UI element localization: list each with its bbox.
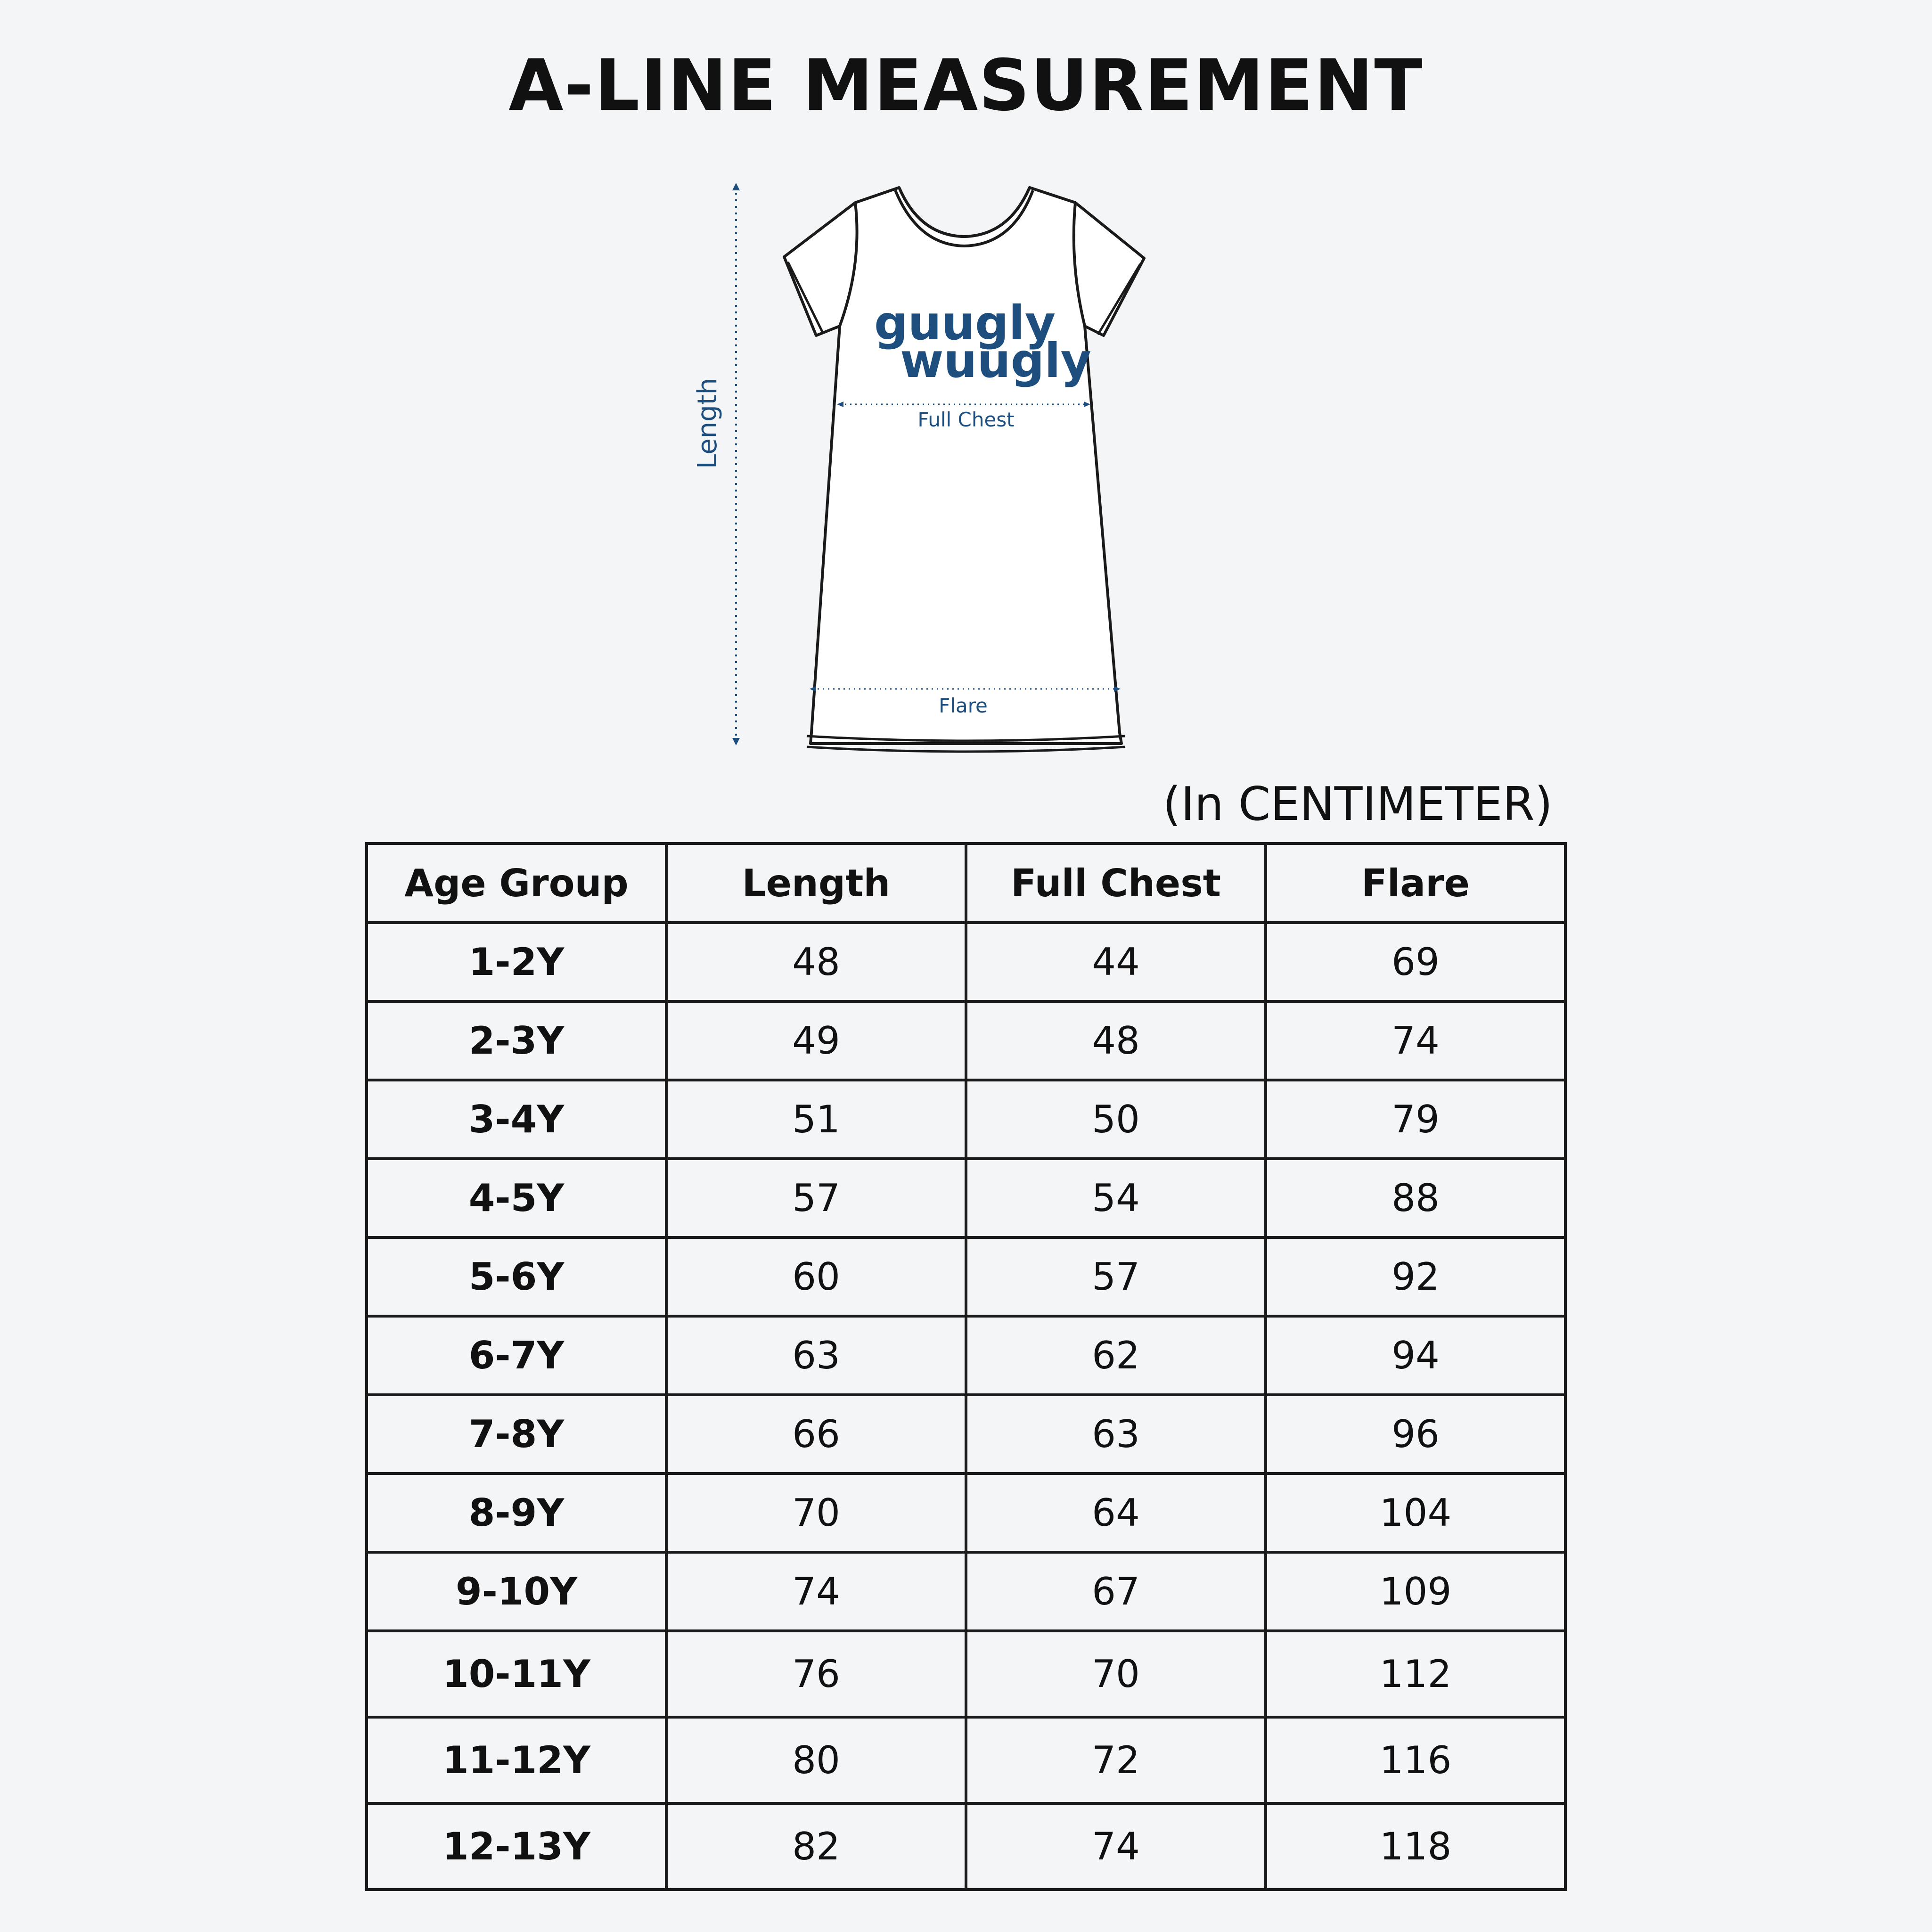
- length-cell: 57: [666, 1159, 966, 1237]
- age-cell: 12-13Y: [367, 1803, 666, 1890]
- table-row: [367, 1001, 1565, 1080]
- header-age-group: Age Group: [367, 843, 666, 923]
- flare-cell: 116: [1266, 1717, 1565, 1803]
- length-measure-line: [732, 183, 740, 745]
- table-row: [367, 1631, 1565, 1717]
- table-row: [367, 1080, 1565, 1159]
- unit-note: (In CENTIMETER): [1162, 778, 1553, 831]
- table-row: [367, 1237, 1565, 1316]
- table-row: [367, 1316, 1565, 1395]
- chest-cell: 57: [966, 1237, 1266, 1316]
- dress-outline: [784, 188, 1144, 752]
- chest-cell: 62: [966, 1316, 1266, 1395]
- chest-cell: 74: [966, 1803, 1266, 1890]
- age-cell: 6-7Y: [367, 1316, 666, 1395]
- chest-cell: 50: [966, 1080, 1266, 1159]
- size-chart-table: [365, 842, 1567, 1891]
- table-row: [367, 1159, 1565, 1237]
- flare-cell: 74: [1266, 1001, 1565, 1080]
- chest-cell: 48: [966, 1001, 1266, 1080]
- age-cell: 3-4Y: [367, 1080, 666, 1159]
- length-cell: 82: [666, 1803, 966, 1890]
- chest-cell: 70: [966, 1631, 1266, 1717]
- table-row: [367, 923, 1565, 1001]
- table-row: [367, 1395, 1565, 1474]
- full-chest-label: Full Chest: [917, 408, 1015, 431]
- table-row: [367, 1717, 1565, 1803]
- flare-cell: 69: [1266, 923, 1565, 1001]
- chest-cell: 44: [966, 923, 1266, 1001]
- age-cell: 9-10Y: [367, 1552, 666, 1631]
- age-cell: 11-12Y: [367, 1717, 666, 1803]
- length-cell: 74: [666, 1552, 966, 1631]
- age-cell: 1-2Y: [367, 923, 666, 1001]
- flare-cell: 88: [1266, 1159, 1565, 1237]
- age-cell: 7-8Y: [367, 1395, 666, 1474]
- flare-cell: 104: [1266, 1474, 1565, 1552]
- flare-cell: 118: [1266, 1803, 1565, 1890]
- flare-cell: 96: [1266, 1395, 1565, 1474]
- length-cell: 70: [666, 1474, 966, 1552]
- header-length: Length: [666, 843, 966, 923]
- dress-diagram: [0, 0, 1932, 778]
- table-row: [367, 1552, 1565, 1631]
- flare-label: Flare: [939, 694, 988, 717]
- chest-cell: 72: [966, 1717, 1266, 1803]
- chest-cell: 64: [966, 1474, 1266, 1552]
- table-row: [367, 1474, 1565, 1552]
- length-cell: 66: [666, 1395, 966, 1474]
- length-cell: 63: [666, 1316, 966, 1395]
- header-flare: Flare: [1266, 843, 1565, 923]
- flare-cell: 94: [1266, 1316, 1565, 1395]
- length-cell: 80: [666, 1717, 966, 1803]
- length-cell: 60: [666, 1237, 966, 1316]
- table-body: [367, 923, 1565, 1890]
- length-cell: 48: [666, 923, 966, 1001]
- length-cell: 76: [666, 1631, 966, 1717]
- page-title: A-LINE MEASUREMENT: [508, 45, 1424, 127]
- svg-text:wuugly: wuugly: [900, 333, 1091, 388]
- length-cell: 51: [666, 1080, 966, 1159]
- table-row: [367, 1803, 1565, 1890]
- age-cell: 2-3Y: [367, 1001, 666, 1080]
- age-cell: 4-5Y: [367, 1159, 666, 1237]
- table-header-row: [367, 843, 1565, 923]
- header-full-chest: Full Chest: [966, 843, 1266, 923]
- chest-cell: 67: [966, 1552, 1266, 1631]
- flare-cell: 92: [1266, 1237, 1565, 1316]
- length-label: Length: [692, 377, 723, 469]
- age-cell: 5-6Y: [367, 1237, 666, 1316]
- age-cell: 8-9Y: [367, 1474, 666, 1552]
- length-cell: 49: [666, 1001, 966, 1080]
- chest-cell: 63: [966, 1395, 1266, 1474]
- chest-cell: 54: [966, 1159, 1266, 1237]
- svg-text:guugly: guugly: [874, 295, 1056, 351]
- flare-cell: 112: [1266, 1631, 1565, 1717]
- flare-cell: 109: [1266, 1552, 1565, 1631]
- flare-cell: 79: [1266, 1080, 1565, 1159]
- age-cell: 10-11Y: [367, 1631, 666, 1717]
